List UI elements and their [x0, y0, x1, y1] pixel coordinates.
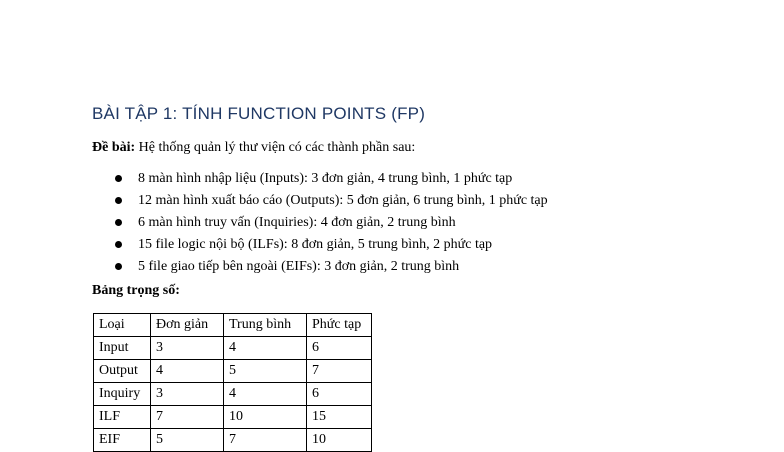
problem-statement: [92, 140, 415, 156]
table-header-cell: Phức tạp: [307, 314, 372, 337]
table-cell: 6: [307, 383, 372, 406]
table-row: [94, 429, 372, 452]
table-cell: EIF: [94, 429, 151, 452]
list-item: [112, 170, 548, 192]
table-cell: 6: [307, 337, 372, 360]
table-row: [94, 406, 372, 429]
list-item-text: 5 file giao tiếp bên ngoài (EIFs): 3 đơn giản, 2 trung bình: [138, 259, 460, 274]
list-item-text: 12 màn hình xuất báo cáo (Outputs): 5 đơn giản, 6 trung bình, 1 phức tạp: [138, 193, 548, 208]
list-item-text: 8 màn hình nhập liệu (Inputs): 3 đơn giản, 4 trung bình, 1 phức tạp: [138, 171, 513, 186]
table-row: [94, 337, 372, 360]
table-cell: 7: [307, 360, 372, 383]
table-header-row: [94, 314, 372, 337]
bullet-icon: [115, 175, 122, 182]
table-cell: 7: [151, 406, 224, 429]
table-cell: ILF: [94, 406, 151, 429]
table-cell: 5: [224, 360, 307, 383]
list-item-text: 15 file logic nội bộ (ILFs): 8 đơn giản, 5 trung bình, 2 phức tạp: [138, 237, 493, 252]
page-title: BÀI TẬP 1: TÍNH FUNCTION POINTS (FP): [92, 104, 426, 123]
list-item-text: 6 màn hình truy vấn (Inquiries): 4 đơn giản, 2 trung bình: [138, 215, 456, 230]
list-item: [112, 236, 548, 258]
table-cell: 3: [151, 337, 224, 360]
table-row: [94, 360, 372, 383]
table-header-cell: Đơn giản: [151, 314, 224, 337]
table-cell: 4: [151, 360, 224, 383]
problem-label: Đề bài:: [92, 140, 136, 155]
weights-heading: Bảng trọng số:: [92, 283, 180, 298]
table-cell: Output: [94, 360, 151, 383]
table-cell: 7: [224, 429, 307, 452]
table-cell: 10: [224, 406, 307, 429]
table-cell: 3: [151, 383, 224, 406]
problem-text: Hệ thống quản lý thư viện có các thành phần sau:: [135, 140, 416, 155]
table-header-cell: Trung bình: [224, 314, 307, 337]
component-list: [112, 170, 548, 280]
weights-table: [93, 313, 372, 452]
table-header-cell: Loại: [94, 314, 151, 337]
table-cell: 4: [224, 383, 307, 406]
table-cell: 15: [307, 406, 372, 429]
table-cell: 4: [224, 337, 307, 360]
table-cell: 10: [307, 429, 372, 452]
table-row: [94, 383, 372, 406]
table-cell: Inquiry: [94, 383, 151, 406]
bullet-icon: [115, 241, 122, 248]
list-item: [112, 258, 548, 280]
table-cell: 5: [151, 429, 224, 452]
bullet-icon: [115, 219, 122, 226]
bullet-icon: [115, 197, 122, 204]
list-item: [112, 214, 548, 236]
bullet-icon: [115, 263, 122, 270]
list-item: [112, 192, 548, 214]
table-cell: Input: [94, 337, 151, 360]
